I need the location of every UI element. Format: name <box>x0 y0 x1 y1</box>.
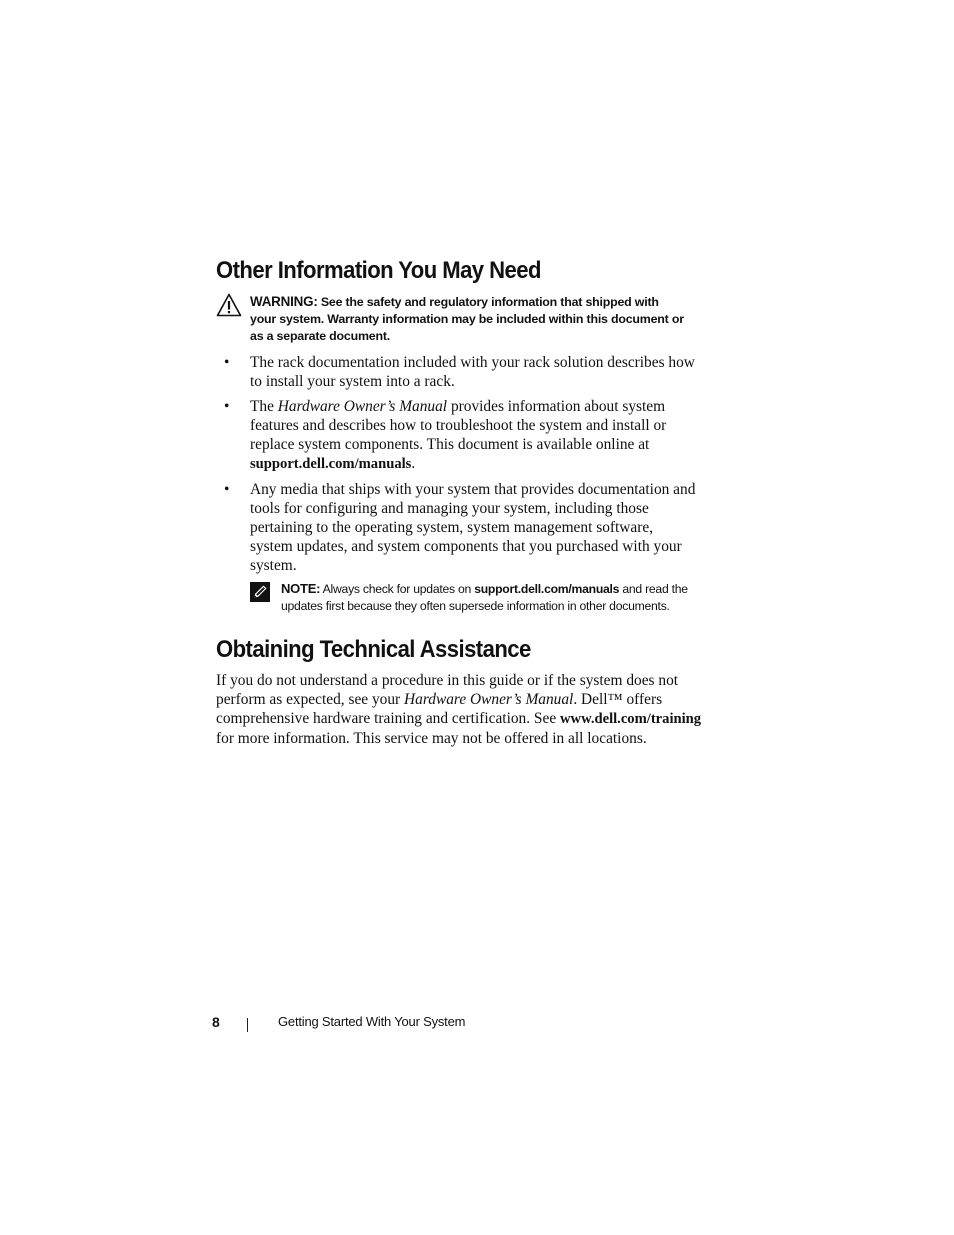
page-number: 8 <box>212 1014 220 1030</box>
list-item-text: Any media that ships with your system that provides documentation and tools for configuring and managing your system, including those pertaining to the operating system, system management software, system updates, and system components that you purchased with your system. <box>250 481 696 574</box>
training-link[interactable]: www.dell.com/training <box>560 711 702 727</box>
list-item-text: The rack documentation included with your rack solution describes how to install your system into a rack. <box>250 354 695 390</box>
manual-title: Hardware Owner’s Manual <box>277 398 448 415</box>
warning-triangle-icon <box>216 293 242 317</box>
section-title-technical-assistance: Obtaining Technical Assistance <box>216 636 531 663</box>
warning-label: WARNING: <box>250 294 318 309</box>
note-callout <box>250 580 720 615</box>
paragraph-text: . Dell™ offers comprehensive hardware training and certification. See <box>216 691 663 727</box>
note-pencil-icon <box>250 582 270 602</box>
documentation-list <box>216 353 696 581</box>
list-item: • The Hardware Owner’s Manual provides information about system features and describes how to troubleshoot the system and install or replace system components. This document is available online at support.dell.com/manuals. <box>224 398 667 472</box>
note-support-link[interactable]: support.dell.com/manuals <box>474 582 620 596</box>
note-body: and read the updates first because they often supersede information in other documents. <box>281 582 688 613</box>
note-body: Always check for updates on <box>320 582 475 596</box>
warning-body: See the safety and regulatory information that shipped with your system. Warranty information may be included within this document or as a separate document. <box>250 295 684 343</box>
paragraph-text: for more information. This service may not be offered in all locations. <box>216 730 647 747</box>
support-manuals-link[interactable]: support.dell.com/manuals <box>250 456 412 472</box>
warning-callout <box>216 293 686 345</box>
list-item: • Any media that ships with your system that provides documentation and tools for configuring and managing your system, including those pertaining to the operating system, system management software, system updates, and system components that you purchased with your system. <box>224 481 696 574</box>
list-item-text: The <box>250 398 278 415</box>
footer-divider <box>247 1018 248 1032</box>
footer-title: Getting Started With Your System <box>278 1014 466 1029</box>
list-item: • The rack documentation included with your rack solution describes how to install your system into a rack. <box>224 354 695 390</box>
assistance-paragraph <box>216 671 716 748</box>
list-item-text: . <box>411 455 416 472</box>
list-item-text: provides information about system features and describes how to troubleshoot the system and install or replace system components. This document is available online at <box>250 398 667 453</box>
manual-title: Hardware Owner’s Manual <box>404 691 574 708</box>
warning-text <box>250 293 686 345</box>
note-text <box>281 580 720 615</box>
section-title-other-information: Other Information You May Need <box>216 257 541 284</box>
note-label: NOTE: <box>281 581 321 596</box>
paragraph-text: If you do not understand a procedure in this guide or if the system does not perform as expected, see your <box>216 672 679 708</box>
